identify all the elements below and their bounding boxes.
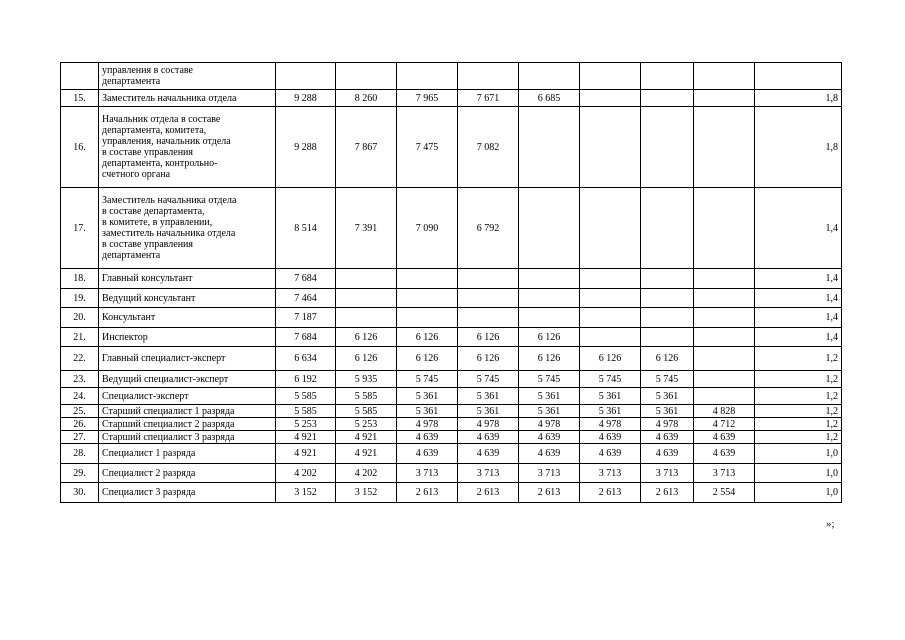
salary-value-cell (641, 90, 694, 107)
table-row (61, 388, 842, 405)
salary-value-cell: 9 288 (276, 90, 336, 107)
coefficient-cell: 1,2 (755, 405, 842, 418)
salary-value-cell: 5 361 (519, 405, 580, 418)
salary-value-cell (641, 328, 694, 347)
position-name: Специалист 1 разряда (99, 444, 276, 464)
salary-value-cell (641, 107, 694, 188)
salary-value-cell (694, 289, 755, 308)
salary-value-cell: 2 613 (458, 483, 519, 503)
coefficient-cell: 1,4 (755, 308, 842, 328)
table-row (61, 63, 842, 90)
salary-value-cell: 6 792 (458, 188, 519, 269)
salary-value-cell: 4 921 (336, 431, 397, 444)
salary-value-cell (694, 107, 755, 188)
salary-value-cell (519, 107, 580, 188)
salary-value-cell: 4 978 (519, 418, 580, 431)
salary-value-cell (694, 371, 755, 388)
salary-value-cell: 4 639 (641, 444, 694, 464)
salary-value-cell: 6 126 (519, 347, 580, 371)
salary-value-cell: 6 634 (276, 347, 336, 371)
table-row (61, 269, 842, 289)
row-number: 22. (61, 347, 99, 371)
salary-table (60, 62, 842, 503)
row-number: 28. (61, 444, 99, 464)
salary-value-cell: 6 685 (519, 90, 580, 107)
salary-value-cell: 5 585 (276, 405, 336, 418)
table-row (61, 418, 842, 431)
table-row (61, 107, 842, 188)
salary-value-cell: 4 639 (397, 431, 458, 444)
salary-value-cell (580, 90, 641, 107)
position-name: управления в составе департамента (99, 63, 276, 90)
position-name: Специалист-эксперт (99, 388, 276, 405)
salary-value-cell (694, 269, 755, 289)
table-row (61, 289, 842, 308)
salary-value-cell: 4 639 (519, 431, 580, 444)
salary-value-cell: 2 613 (641, 483, 694, 503)
salary-value-cell: 7 867 (336, 107, 397, 188)
salary-value-cell: 5 585 (276, 388, 336, 405)
row-number: 25. (61, 405, 99, 418)
table-row (61, 431, 842, 444)
salary-value-cell: 4 639 (694, 431, 755, 444)
coefficient-cell: 1,2 (755, 388, 842, 405)
salary-value-cell (458, 308, 519, 328)
position-name: Специалист 3 разряда (99, 483, 276, 503)
salary-value-cell (519, 308, 580, 328)
salary-value-cell (397, 63, 458, 90)
salary-value-cell: 4 202 (336, 464, 397, 483)
salary-value-cell: 4 978 (397, 418, 458, 431)
salary-value-cell: 4 639 (458, 444, 519, 464)
salary-value-cell: 6 126 (397, 328, 458, 347)
salary-value-cell (694, 308, 755, 328)
salary-value-cell: 4 712 (694, 418, 755, 431)
salary-value-cell (694, 347, 755, 371)
salary-value-cell: 7 090 (397, 188, 458, 269)
salary-value-cell: 5 361 (580, 388, 641, 405)
salary-value-cell: 3 713 (397, 464, 458, 483)
position-name: Главный консультант (99, 269, 276, 289)
salary-value-cell: 4 828 (694, 405, 755, 418)
salary-value-cell: 5 361 (397, 405, 458, 418)
salary-value-cell: 4 639 (458, 431, 519, 444)
salary-value-cell (458, 269, 519, 289)
position-name: Старший специалист 3 разряда (99, 431, 276, 444)
salary-value-cell (336, 269, 397, 289)
salary-value-cell: 4 978 (641, 418, 694, 431)
row-number: 17. (61, 188, 99, 269)
table-row (61, 308, 842, 328)
salary-value-cell: 5 253 (276, 418, 336, 431)
salary-value-cell (519, 289, 580, 308)
salary-value-cell: 6 192 (276, 371, 336, 388)
coefficient-cell (755, 63, 842, 90)
salary-value-cell: 4 639 (580, 444, 641, 464)
coefficient-cell: 1,2 (755, 431, 842, 444)
position-name: Старший специалист 1 разряда (99, 405, 276, 418)
position-name: Консультант (99, 308, 276, 328)
salary-value-cell: 7 391 (336, 188, 397, 269)
position-name: Начальник отдела в составе департамента, комитета, управления, начальник отдела в составе управления департамента, контрольно- счетного органа (99, 107, 276, 188)
salary-value-cell (580, 308, 641, 328)
salary-value-cell: 7 965 (397, 90, 458, 107)
salary-value-cell: 3 713 (694, 464, 755, 483)
salary-value-cell (276, 63, 336, 90)
table-row (61, 347, 842, 371)
row-number (61, 63, 99, 90)
salary-value-cell (580, 328, 641, 347)
salary-value-cell: 5 361 (519, 388, 580, 405)
salary-value-cell: 5 361 (580, 405, 641, 418)
salary-value-cell (694, 328, 755, 347)
salary-value-cell (336, 308, 397, 328)
position-name: Заместитель начальника отдела в составе департамента, в комитете, в управлении, заместитель начальника отдела в составе управления департамента (99, 188, 276, 269)
row-number: 20. (61, 308, 99, 328)
row-number: 18. (61, 269, 99, 289)
salary-value-cell (694, 90, 755, 107)
table-row (61, 371, 842, 388)
row-number: 15. (61, 90, 99, 107)
salary-value-cell: 2 554 (694, 483, 755, 503)
salary-value-cell: 5 361 (641, 405, 694, 418)
salary-value-cell: 5 585 (336, 388, 397, 405)
salary-value-cell (580, 289, 641, 308)
salary-value-cell: 5 745 (580, 371, 641, 388)
salary-value-cell (694, 188, 755, 269)
row-number: 24. (61, 388, 99, 405)
salary-value-cell (641, 308, 694, 328)
coefficient-cell: 1,2 (755, 347, 842, 371)
salary-value-cell (694, 63, 755, 90)
salary-value-cell: 5 585 (336, 405, 397, 418)
salary-value-cell: 4 978 (580, 418, 641, 431)
position-name: Инспектор (99, 328, 276, 347)
row-number: 23. (61, 371, 99, 388)
salary-value-cell: 7 187 (276, 308, 336, 328)
coefficient-cell: 1,8 (755, 107, 842, 188)
salary-value-cell: 4 639 (641, 431, 694, 444)
salary-value-cell (336, 63, 397, 90)
salary-value-cell (458, 63, 519, 90)
salary-value-cell: 6 126 (519, 328, 580, 347)
coefficient-cell: 1,2 (755, 371, 842, 388)
salary-value-cell: 5 361 (458, 405, 519, 418)
salary-value-cell: 7 082 (458, 107, 519, 188)
table-row (61, 464, 842, 483)
salary-value-cell: 6 126 (580, 347, 641, 371)
table-row (61, 90, 842, 107)
salary-value-cell: 8 260 (336, 90, 397, 107)
row-number: 19. (61, 289, 99, 308)
salary-value-cell: 2 613 (519, 483, 580, 503)
salary-value-cell (580, 269, 641, 289)
salary-value-cell (641, 289, 694, 308)
salary-value-cell (519, 269, 580, 289)
row-number: 29. (61, 464, 99, 483)
salary-value-cell: 5 361 (458, 388, 519, 405)
salary-value-cell: 3 152 (336, 483, 397, 503)
salary-value-cell (397, 269, 458, 289)
salary-value-cell: 4 202 (276, 464, 336, 483)
salary-value-cell (580, 188, 641, 269)
salary-value-cell: 4 921 (336, 444, 397, 464)
coefficient-cell: 1,4 (755, 289, 842, 308)
coefficient-cell: 1,4 (755, 269, 842, 289)
salary-value-cell: 5 935 (336, 371, 397, 388)
table-row (61, 405, 842, 418)
salary-value-cell (458, 289, 519, 308)
salary-value-cell: 3 152 (276, 483, 336, 503)
salary-value-cell: 4 639 (519, 444, 580, 464)
salary-value-cell: 4 639 (694, 444, 755, 464)
salary-value-cell: 5 745 (519, 371, 580, 388)
salary-value-cell (397, 308, 458, 328)
salary-value-cell: 7 684 (276, 328, 336, 347)
closing-quote: »; (826, 518, 835, 530)
salary-value-cell: 6 126 (397, 347, 458, 371)
salary-value-cell: 7 684 (276, 269, 336, 289)
position-name: Старший специалист 2 разряда (99, 418, 276, 431)
salary-value-cell: 2 613 (397, 483, 458, 503)
position-name: Специалист 2 разряда (99, 464, 276, 483)
salary-value-cell: 6 126 (336, 328, 397, 347)
salary-value-cell: 3 713 (641, 464, 694, 483)
salary-value-cell: 7 671 (458, 90, 519, 107)
salary-value-cell (580, 63, 641, 90)
salary-value-cell: 3 713 (519, 464, 580, 483)
salary-value-cell: 5 361 (397, 388, 458, 405)
salary-value-cell: 5 361 (641, 388, 694, 405)
position-name: Заместитель начальника отдела (99, 90, 276, 107)
table-row (61, 483, 842, 503)
row-number: 26. (61, 418, 99, 431)
salary-value-cell (519, 188, 580, 269)
salary-value-cell: 5 745 (458, 371, 519, 388)
salary-value-cell (519, 63, 580, 90)
salary-value-cell (694, 388, 755, 405)
salary-value-cell: 6 126 (641, 347, 694, 371)
salary-value-cell (580, 107, 641, 188)
coefficient-cell: 1,4 (755, 188, 842, 269)
salary-value-cell: 8 514 (276, 188, 336, 269)
salary-value-cell: 5 745 (641, 371, 694, 388)
coefficient-cell: 1,0 (755, 444, 842, 464)
salary-value-cell: 9 288 (276, 107, 336, 188)
coefficient-cell: 1,0 (755, 483, 842, 503)
coefficient-cell: 1,8 (755, 90, 842, 107)
coefficient-cell: 1,0 (755, 464, 842, 483)
salary-value-cell: 7 464 (276, 289, 336, 308)
salary-value-cell (641, 269, 694, 289)
coefficient-cell: 1,4 (755, 328, 842, 347)
salary-value-cell: 4 639 (580, 431, 641, 444)
salary-value-cell: 4 921 (276, 431, 336, 444)
row-number: 16. (61, 107, 99, 188)
table-row (61, 188, 842, 269)
salary-value-cell: 7 475 (397, 107, 458, 188)
salary-value-cell: 6 126 (458, 328, 519, 347)
salary-value-cell: 4 921 (276, 444, 336, 464)
row-number: 27. (61, 431, 99, 444)
coefficient-cell: 1,2 (755, 418, 842, 431)
salary-value-cell: 4 639 (397, 444, 458, 464)
salary-value-cell: 3 713 (458, 464, 519, 483)
table-row (61, 328, 842, 347)
table-row (61, 444, 842, 464)
salary-value-cell: 2 613 (580, 483, 641, 503)
salary-value-cell (397, 289, 458, 308)
position-name: Ведущий специалист-эксперт (99, 371, 276, 388)
salary-value-cell: 6 126 (336, 347, 397, 371)
salary-value-cell (641, 188, 694, 269)
salary-value-cell: 5 745 (397, 371, 458, 388)
salary-value-cell: 6 126 (458, 347, 519, 371)
table-body (61, 63, 842, 503)
salary-value-cell: 5 253 (336, 418, 397, 431)
position-name: Главный специалист-эксперт (99, 347, 276, 371)
salary-value-cell: 3 713 (580, 464, 641, 483)
row-number: 30. (61, 483, 99, 503)
salary-value-cell: 4 978 (458, 418, 519, 431)
row-number: 21. (61, 328, 99, 347)
salary-value-cell (641, 63, 694, 90)
salary-value-cell (336, 289, 397, 308)
position-name: Ведущий консультант (99, 289, 276, 308)
